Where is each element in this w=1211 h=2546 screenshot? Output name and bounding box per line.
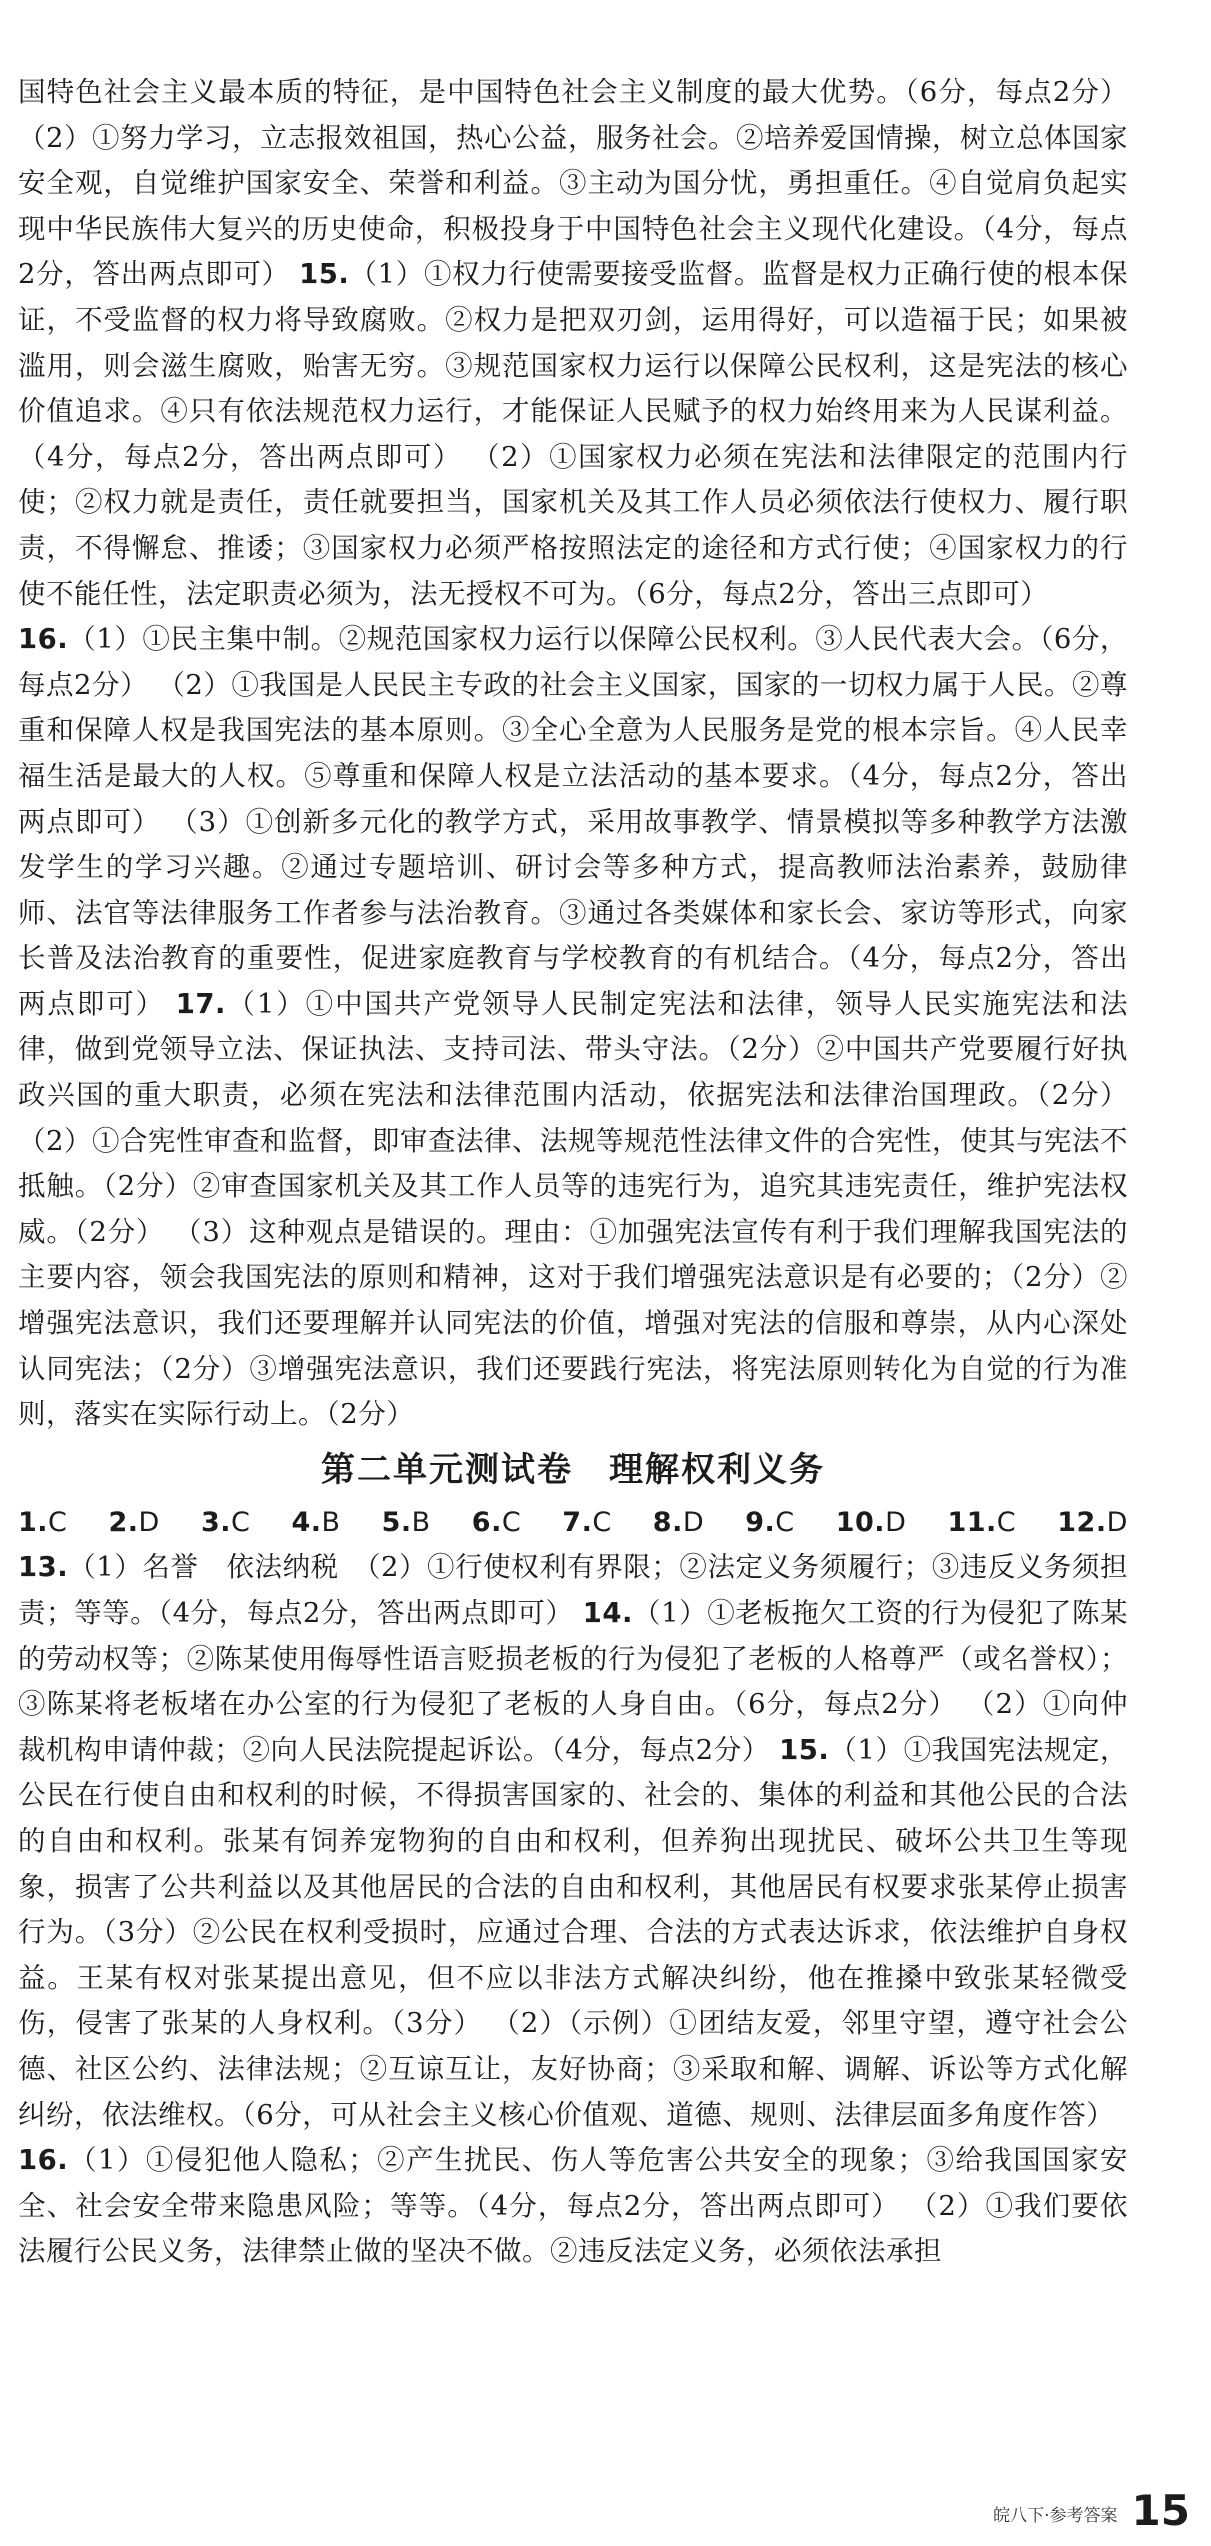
answer-text: （1）名誉 依法纳税 （2）①行使权利有界限；②法定义务须履行；③违反义务须担责；等等。（4分，每点2分，答出两点即可） (18, 1551, 1128, 1629)
section-title (18, 1444, 1128, 1496)
multiple-choice-answers (18, 1500, 1128, 1546)
mc-answer: 1.C (18, 1506, 68, 1538)
page-footer (830, 2486, 1190, 2535)
answer-text: （1）①我国宪法规定，公民在行使自由和权利的时候，不得损害国家的、社会的、集体的利益和其他公民的合法的自由和权利。张某有饲养宠物狗的自由和权利，但养狗出现扰民、破坏公共卫生等现象，损害了公共利益以及其他居民的合法的自由和权利，其他居民有权要求张某停止损害行为。（3分）②公民在权利受损时，应通过合理、合法的方式表达诉求，依法维护自身权益。王某有权对张某提出意见，但不应以非法方式解决纠纷，他在推搡中致张某轻微受伤，侵害了张某的人身权利。（3分） （2）（示例）①团结友爱，邻里守望，遵守社会公德、社区公约、法律法规；②互谅互让，友好协商；③采取和解、调解、诉讼等方式化解纠纷，依法维权。（6分，可从社会主义核心价值观、道德、规则、法律层面多角度作答） (18, 1733, 1129, 2131)
question-number: 13. (18, 1551, 69, 1584)
answer-text: （1）①权力行使需要接受监督。监督是权力正确行使的根本保证，不受监督的权力将导致腐败。②权力是把双刃剑，运用得好，可以造福于民；如果被滥用，则会滋生腐败，贻害无穷。③规范国家权力运行以保障公民权利，这是宪法的核心价值追求。④只有依法规范权力运行，才能保证人民赋予的权力始终用来为人民谋利益。（4分，每点2分，答出两点即可） （2）①国家权力必须在宪法和法律限定的范围内行使；②权力就是责任，责任就要担当，国家机关及其工作人员必须依法行使权力、履行职责，不得懈怠、推诿；③国家权力必须严格按照法定的途径和方式行使；④国家权力的行使不能任性，法定职责必须为，法无授权不可为。（6分，每点2分，答出三点即可） (18, 258, 1128, 610)
question-number: 16. (18, 623, 69, 656)
answer-paragraph-3 (18, 1545, 1128, 2138)
mc-answer: 6.C (471, 1506, 522, 1538)
answer-text: 国特色社会主义最本质的特征，是中国特色社会主义制度的最大优势。（6分，每点2分） （2）①努力学习，立志报效祖国，热心公益，服务社会。②培养爱国情操，树立总体国家安全观，自觉维护国家安全、荣誉和利益。③主动为国分忧，勇担重任。④自觉肩负起实现中华民族伟大复兴的历史使命，积极投身于中国特色社会主义现代化建设。（4分，每点2分，答出两点即可） (18, 76, 1128, 291)
question-number: 15. (779, 1733, 830, 1766)
answer-body (18, 70, 1128, 2275)
question-number: 15. (299, 258, 350, 291)
question-number: 14. (582, 1597, 633, 1629)
footer-label: 皖八下·参考答案 (993, 2506, 1118, 2526)
section-title-sub: 理解权利义务 (609, 1449, 825, 1490)
section-title-main: 第二单元测试卷 (321, 1449, 573, 1490)
mc-answer: 4.B (291, 1506, 341, 1538)
answer-paragraph-2 (18, 617, 1128, 1438)
mc-answer: 5.B (381, 1506, 431, 1538)
mc-answer: 2.D (108, 1506, 160, 1538)
mc-answer: 12.D (1057, 1506, 1128, 1538)
question-number: 16. (18, 2144, 69, 2177)
mc-answer: 3.C (200, 1506, 251, 1538)
mc-answer: 11.C (947, 1506, 1017, 1538)
question-number: 17. (175, 987, 226, 1020)
answer-text: （1）①侵犯他人隐私；②产生扰民、伤人等危害公共安全的现象；③给我国国家安全、社会安全带来隐患风险；等等。（4分，每点2分，答出两点即可） （2）①我们要依法履行公民义务，法律禁止做的坚决不做。②违反法定义务，必须依法承担 (18, 2144, 1128, 2268)
mc-answer: 9.C (745, 1506, 795, 1538)
answer-text: （1）①民主集中制。②规范国家权力运行以保障公民权利。③人民代表大会。（6分，每点2分） （2）①我国是人民民主专政的社会主义国家，国家的一切权力属于人民。②尊重和保障人权是我国宪法的基本原则。③全心全意为人民服务是党的根本宗旨。④人民幸福生活是最大的人权。⑤尊重和保障人权是立法活动的基本要求。（4分，每点2分，答出两点即可） （3）①创新多元化的教学方式，采用故事教学、情景模拟等多种教学方法激发学生的学习兴趣。②通过专题培训、研讨会等多种方式，提高教师法治素养，鼓励律师、法官等法律服务工作者参与法治教育。③通过各类媒体和家长会、家访等形式，向家长普及法治教育的重要性，促进家庭教育与学校教育的有机结合。（4分，每点2分，答出两点即可） (18, 623, 1128, 1020)
mc-answer: 10.D (835, 1506, 907, 1538)
answer-text: （1）①中国共产党领导人民制定宪法和法律，领导人民实施宪法和法律，做到党领导立法、保证执法、支持司法、带头守法。（2分）②中国共产党要履行好执政兴国的重大职责，必须在宪法和法律范围内活动，依据宪法和法律治国理政。（2分） （2）①合宪性审查和监督，即审查法律、法规等规范性法律文件的合宪性，使其与宪法不抵触。（2分）②审查国家机关及其工作人员等的违宪行为，追究其违宪责任，维护宪法权威。（2分） （3）这种观点是错误的。理由：①加强宪法宣传有利于我们理解我国宪法的主要内容，领会我国宪法的原则和精神，这对于我们增强宪法意识是有必要的；（2分）②增强宪法意识，我们还要理解并认同宪法的价值，增强对宪法的信服和尊崇，从内心深处认同宪法；（2分）③增强宪法意识，我们还要践行宪法，将宪法原则转化为自觉的行为准则，落实在实际行动上。（2分） (18, 987, 1128, 1431)
answer-paragraph-4 (18, 2138, 1128, 2275)
mc-answer: 8.D (652, 1506, 705, 1538)
page-number: 15 (1131, 2486, 1190, 2535)
answer-paragraph-1 (18, 70, 1128, 617)
mc-answer: 7.C (562, 1506, 612, 1538)
answer-text: （1）①老板拖欠工资的行为侵犯了陈某的劳动权等；②陈某使用侮辱性语言贬损老板的行为侵犯了老板的人格尊严（或名誉权）；③陈某将老板堵在办公室的行为侵犯了老板的人身自由。（6分，每点2分） （2）①向仲裁机构申请仲裁；②向人民法院提起诉讼。（4分，每点2分） (18, 1597, 1128, 1766)
